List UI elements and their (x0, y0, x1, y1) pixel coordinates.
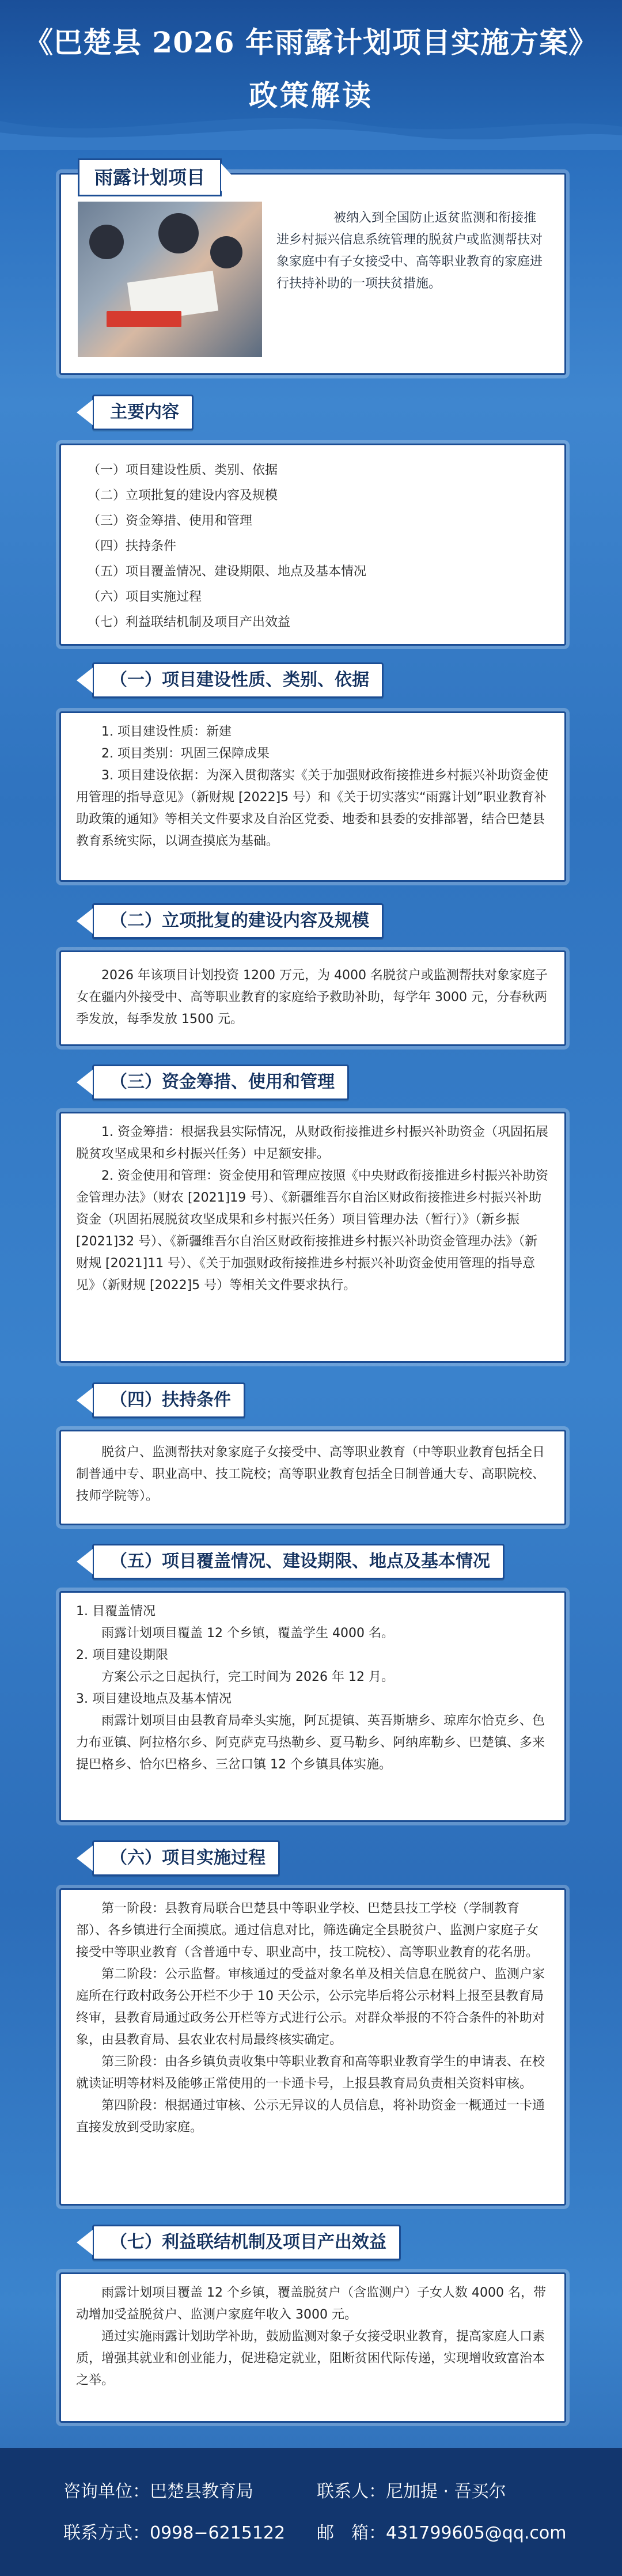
footer-email: 邮 箱：431799605@qq.com (317, 2523, 567, 2543)
footer-unit: 咨询单位：巴楚县教育局 (63, 2482, 253, 2502)
toc-item: （五）项目覆盖情况、建设期限、地点及基本情况 (88, 565, 367, 579)
toc-item: （一）项目建设性质、类别、依据 (88, 463, 278, 478)
section-6-box: 第一阶段：县教育局联合巴楚县中等职业学校、巴楚县技工学校（学制教育部）、各乡镇进行全面摸底。通过信息对比，筛选确定全县脱贫户、监测户家庭子女接受中等职业教育（含普通中专、职业高中，技工院校）、高等职业教育的花名册。 第二阶段：公示监督。审核通过的受益对象名单及相关信息在脱贫户、监测户家庭所在行政村政务公开栏不少于 10 天公示，公示完毕后将公示材料上报至县教育局终审，县教育局通过政务公开栏等方式进行公示。对群众举报的不符合条件的补助对象，由县教育局、县农业农村局最终核实确定。 第三阶段：由各乡镇负责收集中等职业教育和高等职业教育学生的申请表、在校就读证明等材料及能够正常使用的一卡通卡号，上报县教育局负责相关资料审核。 第四阶段：根据通过审核、公示无异议的人员信息，将补助资金一概通过一卡通直接发放到受助家庭。 (59, 1888, 566, 2206)
intro-tag: 雨露计划项目 (78, 158, 222, 196)
section-4-box: 脱贫户、监测帮扶对象家庭子女接受中、高等职业教育（中等职业教育包括全日制普通中专、职业高中、技工院校；高等职业教育包括全日制普通大专、高职院校、技师学院等）。 (59, 1430, 566, 1525)
photo-banner (107, 311, 181, 327)
wave-decoration-icon (0, 104, 622, 150)
page-title: 《巴楚县 2026 年雨露计划项目实施方案》 (24, 25, 598, 59)
section-1-box: 1. 项目建设性质：新建 2. 项目类别：巩固三保障成果 3. 项目建设依据：为深入贯彻落实《关于加强财政衔接推进乡村振兴补助资金使用管理的指导意见》（新财规 [2022]5 号）和《关于切实落实“雨露计划”职业教育补助政策的通知》等相关文件要求及自治区党委、地委和县委的安排部署，结合巴楚县教育系统实际，以调查摸底为基础。 (59, 711, 566, 882)
page-subtitle: 政策解读 (249, 78, 373, 112)
main-contents-box (59, 444, 566, 646)
footer (0, 2448, 622, 2576)
intro-text: 被纳入到全国防止返贫监测和衔接推进乡村振兴信息系统管理的脱贫户或监测帮扶对象家庭中有子女接受中、高等职业教育的家庭进行扶持补助的一项扶贫措施。 (276, 211, 543, 291)
footer-phone: 联系方式：0998−6215122 (63, 2523, 286, 2543)
toc-item: （七）利益联结机制及项目产出效益 (88, 615, 291, 630)
section-label-main: 主要内容 (92, 395, 194, 430)
toc-item: （三）资金筹措、使用和管理 (88, 514, 253, 528)
section-5-box: 1. 目覆盖情况 雨露计划项目覆盖 12 个乡镇，覆盖学生 4000 名。 2. 项目建设期限 方案公示之日起执行，完工时间为 2026 年 12 月。 3. 项目建设地点及基本情况 雨露计划项目由县教育局牵头实施，阿瓦提镇、英吾斯塘乡、琼库尔恰克乡、色力布亚镇、阿拉格尔乡、阿克萨克马热勒乡、夏马勒乡、阿纳库勒乡、巴楚镇、多来提巴格乡、恰尔巴格乡、三岔口镇 12 个乡镇具体实施。 (59, 1591, 566, 1822)
footer-contact: 联系人：尼加提 · 吾买尔 (317, 2482, 506, 2502)
section-label-1: （一）项目建设性质、类别、依据 (92, 662, 384, 698)
toc-item: （二）立项批复的建设内容及规模 (88, 488, 278, 503)
section-2-box: 2026 年该项目计划投资 1200 万元，为 4000 名脱贫户或监测帮扶对象家庭子女在疆内外接受中、高等职业教育的家庭给予救助补助，每学年 3000 元，分春秋两季发放，每季发放 1500 元。 (59, 950, 566, 1046)
section-label-4: （四）扶持条件 (92, 1382, 245, 1418)
section-label-6: （六）项目实施过程 (92, 1840, 280, 1876)
toc-item: （四）扶持条件 (88, 539, 177, 554)
section-label-7: （七）利益联结机制及项目产出效益 (92, 2225, 401, 2260)
section-label-5: （五）项目覆盖情况、建设期限、地点及基本情况 (92, 1544, 505, 1579)
section-7-box: 雨露计划项目覆盖 12 个乡镇，覆盖脱贫户（含监测户）子女人数 4000 名，带动增加受益脱贫户、监测户家庭年收入 3000 元。 通过实施雨露计划助学补助，鼓励监测对象子女接受职业教育，提高家庭人口素质，增强其就业和创业能力，促进稳定就业，阻断贫困代际传递，实现增收致富治本之举。 (59, 2272, 566, 2423)
intro-photo (78, 202, 262, 357)
toc-item: （六）项目实施过程 (88, 590, 202, 604)
section-label-2: （二）立项批复的建设内容及规模 (92, 903, 384, 939)
section-3-box: 1. 资金筹措：根据我县实际情况，从财政衔接推进乡村振兴补助资金（巩固拓展脱贫攻坚成果和乡村振兴任务）中足额安排。 2. 资金使用和管理：资金使用和管理应按照《中央财政衔接推进乡村振兴补助资金管理办法》（财农 [2021]19 号）、《新疆维吾尔自治区财政衔接推进乡村振兴补助资金（巩固拓展脱贫攻坚成果和乡村振兴任务）项目管理办法（暂行）》（新乡振 [2021]32 号）、《新疆维吾尔自治区财政衔接推进乡村振兴补助资金管理办法》（新财规 [2021]11 号）、《关于加强财政衔接推进乡村振兴补助资金使用管理的指导意见》（新财规 [2022]5 号）等相关文件要求执行。 (59, 1112, 566, 1363)
section-label-3: （三）资金筹措、使用和管理 (92, 1065, 349, 1100)
header (0, 0, 622, 132)
